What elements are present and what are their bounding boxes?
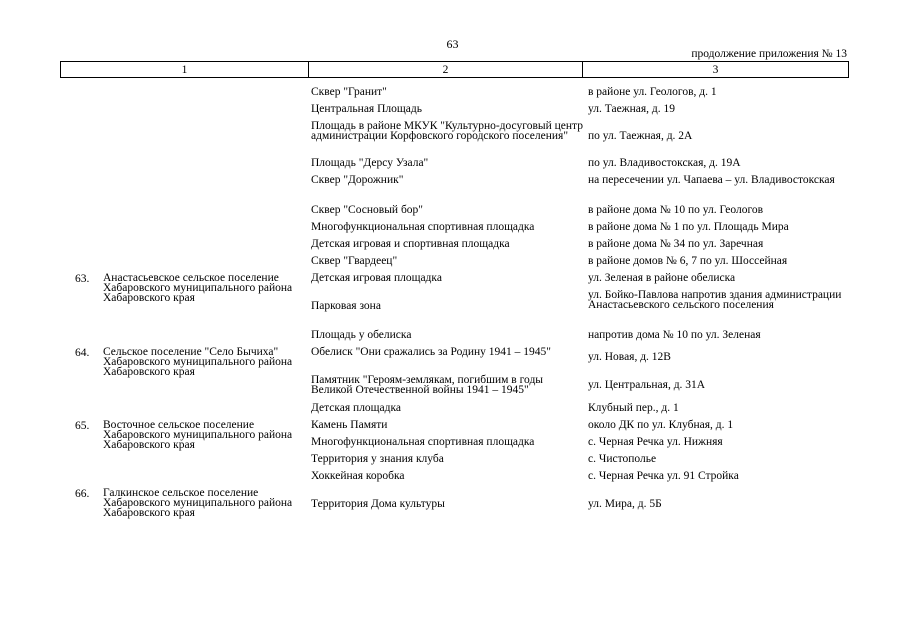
object-name: Детская площадка [311,402,402,414]
header-col-3: 3 [712,63,719,76]
object-address: с. Черная Речка ул. Нижняя [588,436,723,448]
object-name: Детская игровая и спортивная площадка [311,238,510,250]
object-name: Сквер "Гранит" [311,86,387,98]
object-name: Памятник "Героям-землякам, погибшим в годы Великой Отечественной войны 1941 – 1945" [311,374,544,396]
object-name: Площадь у обелиска [311,329,412,341]
object-name: Хоккейная коробка [311,470,405,482]
row-number: 65. [75,420,90,432]
header-col-2: 2 [309,62,583,77]
object-address: по ул. Владивостокская, д. 19А [588,157,741,169]
object-name: Территория Дома культуры [311,498,445,510]
appendix-continuation-label: продолжение приложения № 13 [691,48,847,60]
object-address: в районе дома № 1 по ул. Площадь Мира [588,221,789,233]
object-address: в районе дома № 34 по ул. Заречная [588,238,764,250]
object-address: в районе ул. Геологов, д. 1 [588,86,717,98]
object-name: Центральная Площадь [311,103,422,115]
object-address: ул. Центральная, д. 31А [588,379,706,391]
object-address: Клубный пер., д. 1 [588,402,679,414]
settlement-name: Галкинское сельское поселение Хабаровского муниципального района Хабаровского края [103,487,293,519]
object-address: по ул. Таежная, д. 2А [588,130,693,142]
object-address: с. Черная Речка ул. 91 Стройка [588,470,739,482]
header-col-1: 1 [61,62,309,77]
object-address: на пересечении ул. Чапаева – ул. Владивостокская [588,174,835,186]
object-name: Сквер "Дорожник" [311,174,404,186]
object-address: ул. Таежная, д. 19 [588,103,676,115]
object-address: ул. Зеленая в районе обелиска [588,272,736,284]
object-name: Парковая зона [311,300,381,312]
settlement-name: Сельское поселение "Село Бычиха" Хабаровского муниципального района Хабаровского края [103,346,293,378]
row-number: 66. [75,488,90,500]
object-name: Камень Памяти [311,419,388,431]
object-address: с. Чистополье [588,453,657,465]
object-address: напротив дома № 10 по ул. Зеленая [588,329,761,341]
object-address: в районе домов № 6, 7 по ул. Шоссейная [588,255,788,267]
object-name: Сквер "Гвардеец" [311,255,398,267]
object-address: ул. Новая, д. 12В [588,351,671,363]
object-name: Детская игровая площадка [311,272,442,284]
object-name: Обелиск "Они сражались за Родину 1941 – 1945" [311,346,552,358]
object-name: Площадь в районе МКУК "Культурно-досуговый центр администрации Корфовского городского поселения" [311,120,583,142]
object-name: Сквер "Сосновый бор" [311,204,423,216]
table-header [60,61,849,78]
object-name: Многофункциональная спортивная площадка [311,221,535,233]
object-address: ул. Мира, д. 5Б [588,498,662,510]
object-name: Многофункциональная спортивная площадка [311,436,535,448]
object-address: около ДК по ул. Клубная, д. 1 [588,419,734,431]
object-address: в районе дома № 10 по ул. Геологов [588,204,764,216]
settlement-name: Анастасьевское сельское поселение Хабаровского муниципального района Хабаровского края [103,272,293,304]
settlement-name: Восточное сельское поселение Хабаровского муниципального района Хабаровского края [103,419,293,451]
object-address: ул. Бойко-Павлова напротив здания администрации Анастасьевского сельского поселения [588,289,842,311]
row-number: 64. [75,347,90,359]
row-number: 63. [75,273,90,285]
page-number: 63 [446,37,459,51]
object-name: Площадь "Дерсу Узала" [311,157,429,169]
object-name: Территория у знания клуба [311,453,444,465]
